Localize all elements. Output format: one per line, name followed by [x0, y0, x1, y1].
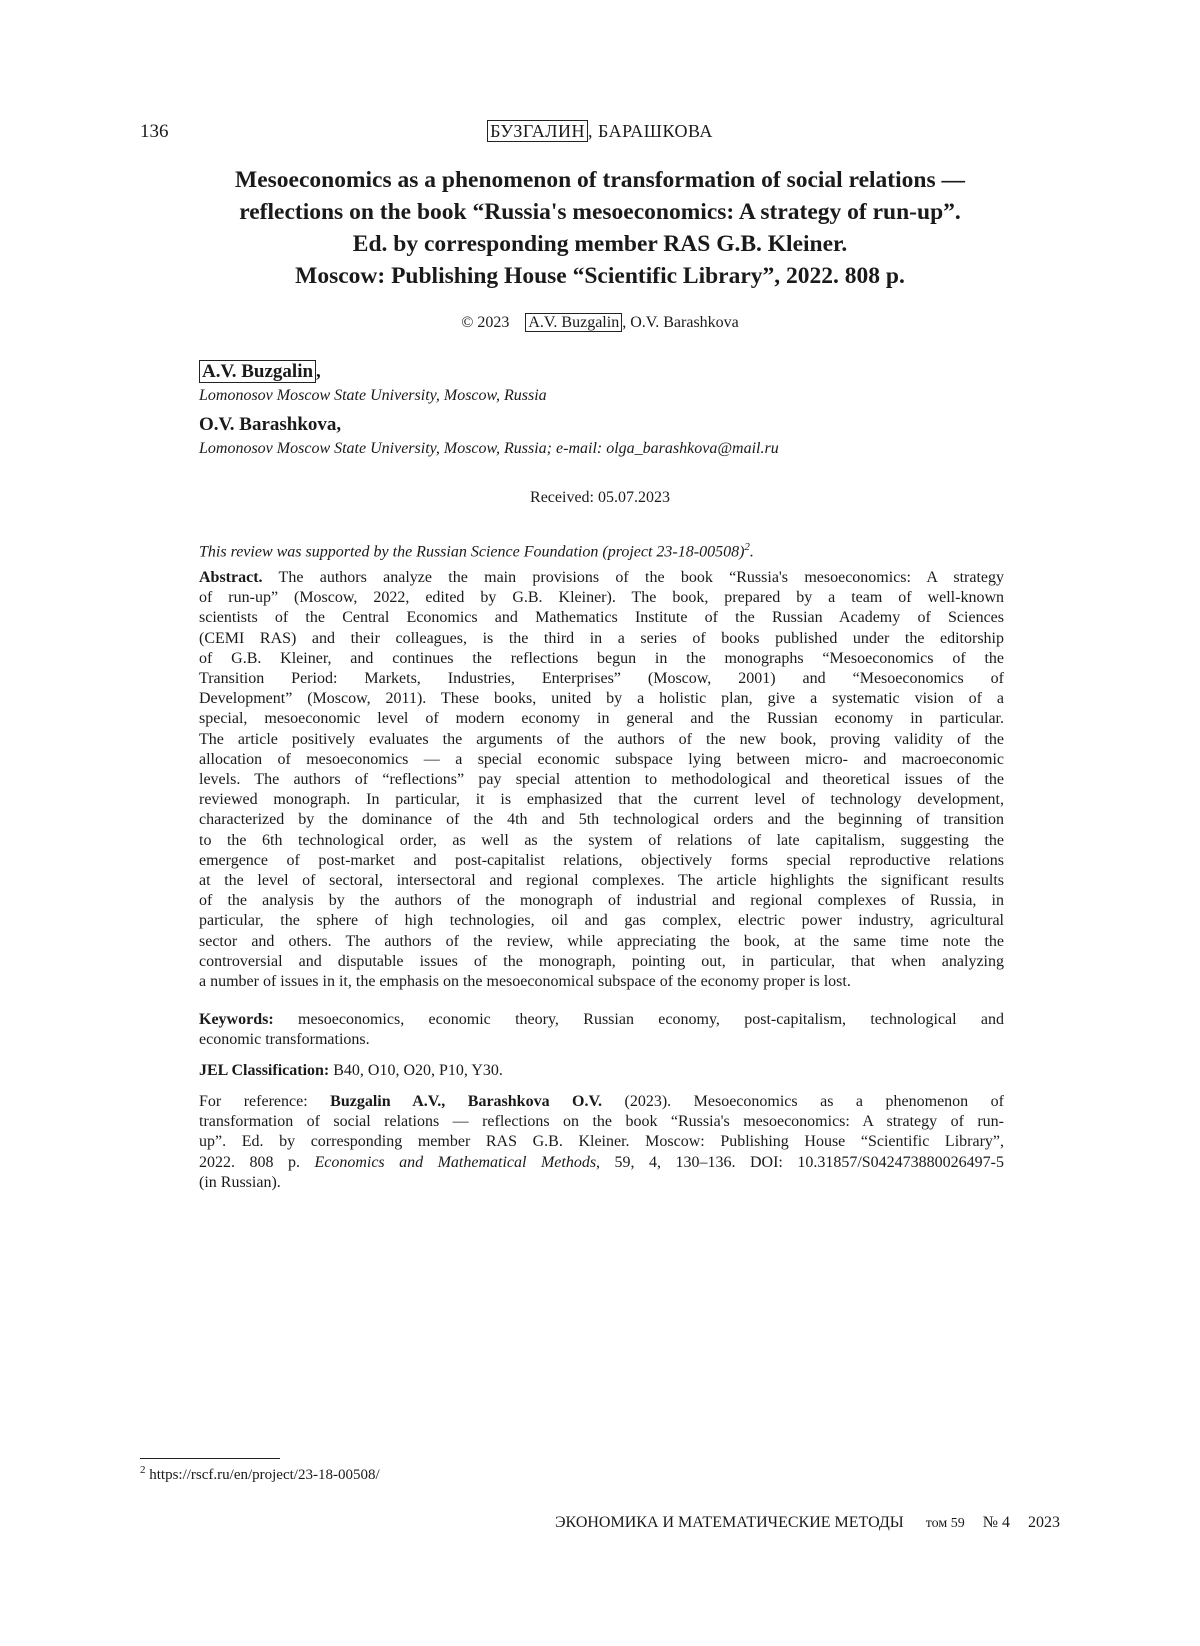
copyright-line: [0, 314, 1200, 332]
running-head-boxed-author: БУЗГАЛИН: [487, 120, 588, 142]
reference-authors: Buzgalin A.V., Barashkova O.V.: [330, 1093, 602, 1110]
author-1-suffix: ,: [316, 361, 321, 382]
abstract-line: Development” (Moscow, 2011). These books, united by a holistic plan, give a systematic vision of a: [199, 690, 1004, 708]
keywords-label: Keywords:: [199, 1011, 274, 1028]
author-1-affiliation: Lomonosov Moscow State University, Moscow, Russia: [199, 387, 547, 404]
abstract-line: of G.B. Kleiner, and continues the reflections begun in the monographs “Mesoeconomics of the: [199, 649, 1004, 667]
author-1-name: A.V. Buzgalin: [199, 360, 316, 383]
received-date: Received: 05.07.2023: [530, 489, 670, 506]
jel-classification: [199, 1061, 1004, 1081]
copyright-coauthor: , O.V. Barashkova: [622, 314, 739, 331]
title-line: Moscow: Publishing House “Scientific Library”, 2022. 808 p.: [295, 263, 905, 289]
abstract-line: reviewed monograph. In particular, it is emphasized that the current level of technology development,: [199, 791, 1004, 809]
title-line: Mesoeconomics as a phenomenon of transformation of social relations —: [235, 167, 965, 193]
keywords-line: economic transformations.: [199, 1031, 370, 1049]
journal-volume: том 59: [925, 1516, 965, 1531]
funding-end: .: [749, 543, 754, 561]
abstract-line: at the level of sectoral, intersectoral and regional complexes. The article highlights the significant results: [199, 872, 1004, 890]
abstract-line: of run-up” (Moscow, 2022, edited by G.B. Kleiner). The book, prepared by a team of well-known: [199, 589, 1004, 607]
reference-line: (in Russian).: [199, 1173, 281, 1191]
abstract-line: a number of issues in it, the emphasis on the mesoeconomical subspace of the economy proper is lost.: [199, 973, 851, 991]
keywords-line: Keywords: mesoeconomics, economic theory, Russian economy, post-capitalism, technological and: [199, 1011, 1004, 1028]
jel-label: JEL Classification:: [199, 1062, 330, 1079]
reference-line: 2022. 808 p. Economics and Mathematical Methods, 59, 4, 130–136. DOI: 10.31857/S042473880026497-5: [199, 1153, 1004, 1171]
title-line: Ed. by corresponding member RAS G.B. Kleiner.: [352, 231, 848, 257]
funding-footnote-mark: 2: [744, 541, 750, 553]
copyright-boxed-author: A.V. Buzgalin: [525, 313, 622, 332]
footnote-divider: [140, 1458, 280, 1459]
journal-issue: № 4: [982, 1514, 1010, 1531]
author-2-name: O.V. Barashkova,: [199, 414, 342, 435]
funding-note: [199, 537, 1004, 563]
abstract-line: particular, the sphere of high technologies, oil and gas complex, electric power industry, agricultural: [199, 912, 1004, 930]
abstract-line: The article positively evaluates the arguments of the authors of the new book, proving validity of the: [199, 730, 1004, 748]
abstract-line: characterized by the dominance of the 4th and 5th technological orders and the beginning of transition: [199, 811, 1004, 829]
footnote-mark: 2: [140, 1464, 146, 1476]
abstract: [199, 568, 1004, 992]
journal-year: 2023: [1028, 1514, 1060, 1531]
running-head: [0, 121, 1200, 142]
reference-line: up”. Ed. by corresponding member RAS G.B. Kleiner. Moscow: Publishing House “Scientific Library”,: [199, 1133, 1004, 1151]
page-number: 136: [140, 121, 169, 142]
journal-footer: [555, 1514, 1060, 1532]
reference-block: [199, 1092, 1004, 1193]
abstract-line: levels. The authors of “reflections” pay special attention to methodological and theoretical issues of the: [199, 771, 1004, 789]
running-head-coauthor: , БАРАШКОВА: [588, 121, 713, 141]
copyright-prefix: © 2023: [461, 314, 510, 331]
author-2-affiliation: Lomonosov Moscow State University, Moscow, Russia; e-mail: olga_barashkova@mail.ru: [199, 440, 779, 457]
abstract-line: to the 6th technological order, as well as the system of relations of late capitalism, suggesting the: [199, 831, 1004, 849]
abstract-line: scientists of the Central Economics and Mathematics Institute of the Russian Academy of Sciences: [199, 609, 1004, 627]
abstract-line: Abstract. The authors analyze the main provisions of the book “Russia's mesoeconomics: A strategy: [199, 569, 1004, 586]
footnote: [140, 1464, 380, 1484]
author-1-name-line: [199, 361, 321, 383]
article-title: [130, 164, 1070, 292]
reference-line: For reference: Buzgalin A.V., Barashkova O.V. (2023). Mesoeconomics as a phenomenon of: [199, 1093, 1004, 1110]
abstract-line: of the analysis by the authors of the monograph of industrial and regional complexes of Russia, in: [199, 892, 1004, 910]
title-line: reflections on the book “Russia's mesoeconomics: A strategy of run-up”.: [239, 199, 961, 225]
abstract-label: Abstract.: [199, 569, 263, 586]
keywords: [199, 1010, 1004, 1050]
reference-line: transformation of social relations — reflections on the book “Russia's mesoeconomics: A strategy of run-: [199, 1113, 1004, 1131]
abstract-line: Transition Period: Markets, Industries, Enterprises” (Moscow, 2001) and “Mesoeconomics of: [199, 670, 1004, 688]
journal-name: ЭКОНОМИКА И МАТЕМАТИЧЕСКИЕ МЕТОДЫ: [554, 1514, 904, 1531]
abstract-line: allocation of mesoeconomics — a special economic subspace lying between micro- and macroeconomic: [199, 750, 1004, 768]
abstract-line: special, mesoeconomic level of modern economy in general and the Russian economy in particular.: [199, 710, 1004, 728]
footnote-url[interactable]: https://rscf.ru/en/project/23-18-00508/: [145, 1467, 380, 1483]
abstract-line: emergence of post-market and post-capitalist relations, objectively forms special reproductive relations: [199, 851, 1004, 869]
funding-text: This review was supported by the Russian Science Foundation (project 23-18-00508): [199, 543, 745, 561]
abstract-line: controversial and disputable issues of the monograph, pointing out, in particular, that when analyzing: [199, 952, 1004, 970]
abstract-line: sector and others. The authors of the review, while appreciating the book, at the same time note the: [199, 932, 1004, 950]
reference-journal: Economics and Mathematical Methods: [314, 1153, 597, 1171]
jel-codes: B40, O10, O20, P10, Y30.: [329, 1062, 503, 1079]
abstract-line: (CEMI RAS) and their colleagues, is the third in a series of books published under the editorship: [199, 629, 1004, 647]
